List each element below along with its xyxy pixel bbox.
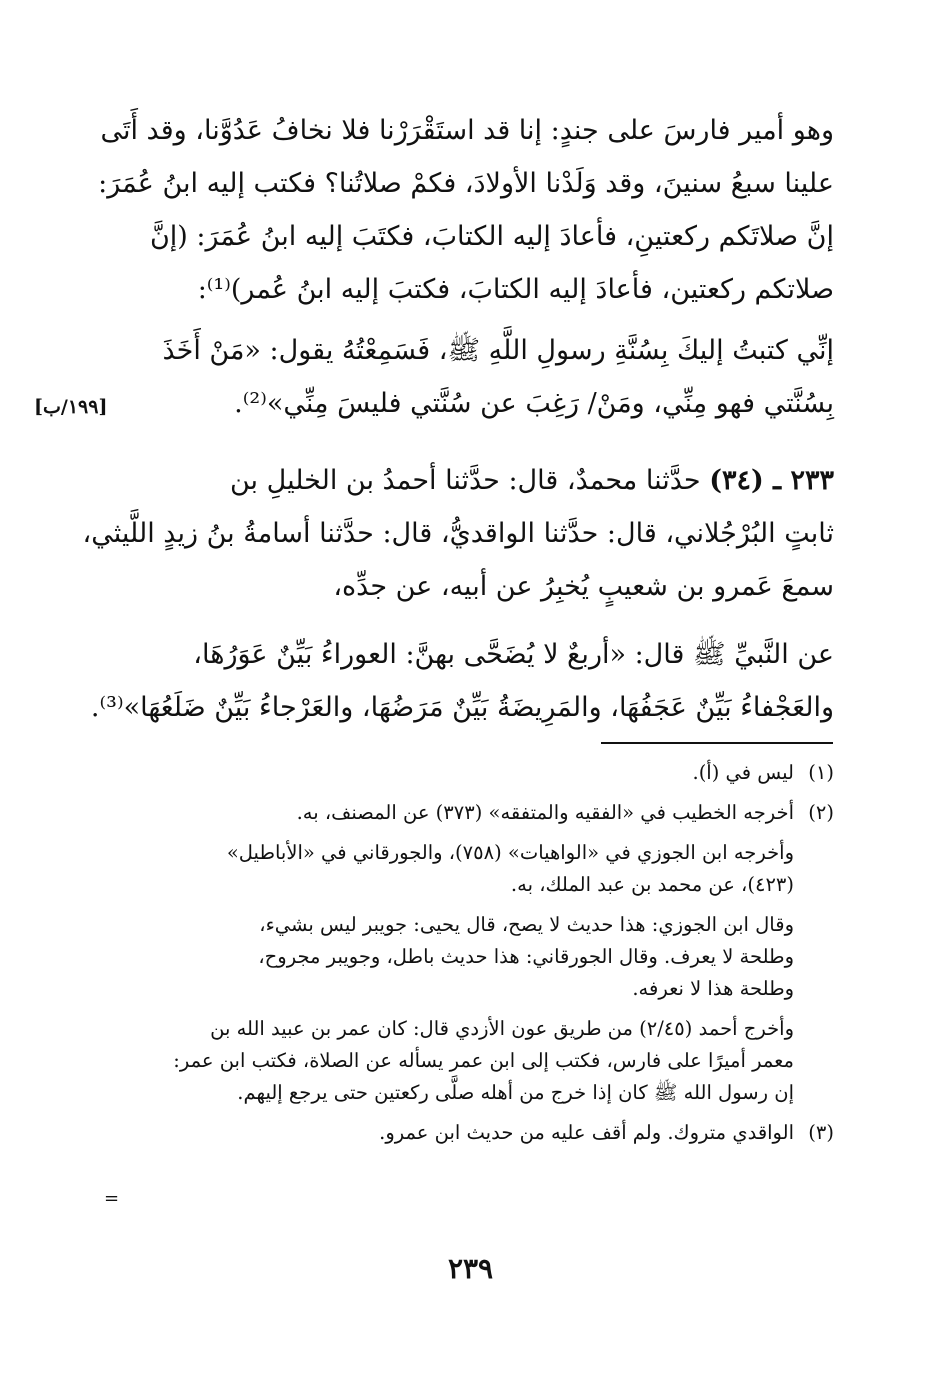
text-line: والعَجْفاءُ بَيِّنٌ عَجَفُهَا، والمَرِيضَةُ بَيِّنٌ مَرَضُهَا، والعَرْجاءُ بَيِّنٌ ضَلَعُهَا»⁽³⁾.: [90, 692, 834, 723]
paragraph-4: [90, 628, 834, 734]
text-fragment: حدَّثنا محمدٌ، قال: حدَّثنا أحمدُ بن الخليلِ بن: [229, 465, 710, 496]
text-line: وهو أمير فارسَ على جندٍ: إنا قد استَقْرَرْنا فلا نخافُ عَدُوَّنا، وقد أَتَى: [100, 115, 834, 146]
text-line: صلاتكم ركعتين، فأعادَ إليه الكتابَ، فكتبَ إليه ابنُ عُمر)⁽¹⁾:: [197, 274, 834, 305]
paragraph-1: [98, 104, 834, 316]
text-line: علينا سبعُ سنينَ، وقد وَلَدْنا الأولادَ، فكمْ صلاتُنا؟ فكتب إليه ابنُ عُمَرَ:: [98, 168, 834, 199]
footnote-divider: [601, 742, 833, 744]
footnote-number: (٣): [808, 1121, 834, 1144]
page-number: ٢٣٩: [447, 1252, 494, 1285]
text-line: بِسُنَّتي فهو مِنِّي، ومَنْ/ رَغِبَ عن سُنَّتي فليسَ مِنِّي»⁽²⁾.: [234, 388, 834, 419]
footnote-number: (١): [808, 761, 834, 784]
footnote-line: (٤٢٣)، عن محمد بن عبد الملك، به.: [510, 873, 794, 896]
footnote: [112, 757, 834, 789]
footnote-line: وطلحة هذا لا نعرفه.: [632, 977, 794, 1000]
footnote-line: معمر أميرًا على فارس، فكتب إلى ابن عمر يسأله عن الصلاة، فكتب ابن عمر:: [173, 1049, 794, 1072]
footnote-line: وطلحة لا يعرف. وقال الجورقاني: هذا حديث باطل، وجويبر مجروح،: [258, 945, 794, 968]
footnote-line: إن رسول الله ﷺ كان إذا خرج من أهله صلَّى ركعتين حتى يرجع إليهم.: [237, 1081, 794, 1104]
paragraph-2: [112, 324, 834, 430]
text-line: [112, 454, 834, 507]
continuation-mark: =: [104, 1188, 120, 1209]
footnotes: [112, 757, 834, 1157]
hadith-number: ٢٣٣ ـ (٣٤): [709, 465, 834, 496]
footnote-line: وأخرج أحمد (٢/٤٥) من طريق عون الأزدي قال: كان عمر بن عبيد الله بن: [210, 1017, 794, 1040]
footnote-line: أخرجه الخطيب في «الفقيه والمتفقه» (٣٧٣) عن المصنف، به.: [296, 801, 794, 824]
text-line: ثابتٍ البُرْجُلاني، قال: حدَّثنا الواقديُّ، قال: حدَّثنا أسامةُ بنُ زيدٍ اللَّيثي،: [82, 518, 834, 549]
footnote-continuation: [112, 909, 834, 1005]
footnote: [112, 1117, 834, 1149]
manuscript-folio-marker: [١٩٩/ب]: [34, 396, 108, 418]
text-line: إنِّي كتبتُ إليكَ بِسُنَّةِ رسولِ اللَّهِ ﷺ، فَسَمِعْتُهُ يقول: «مَنْ أَخَذَ: [162, 335, 834, 366]
footnote-line: وأخرجه ابن الجوزي في «الواهيات» (٧٥٨)، والجورقاني في «الأباطيل»: [226, 841, 794, 864]
text-line: إنَّ صلاتَكم ركعتينِ، فأعادَ إليه الكتابَ، فكتَبَ إليه ابنُ عُمَرَ: (إنَّ: [149, 221, 834, 252]
footnote-continuation: [112, 837, 834, 901]
paragraph-3: [82, 454, 834, 613]
footnote-line: الواقدي متروك. ولم أقف عليه من حديث ابن عمرو.: [379, 1121, 794, 1144]
footnote-line: ليس في (أ).: [692, 761, 794, 784]
footnote-line: وقال ابن الجوزي: هذا حديث لا يصح، قال يحيى: جويبر ليس بشيء،: [259, 913, 794, 936]
text-line: عن النَّبيِّ ﷺ قال: «أربعٌ لا يُضَحَّى بهنَّ: العوراءُ بَيِّنٌ عَوَرُهَا،: [193, 639, 834, 670]
footnote-continuation: [112, 1013, 834, 1109]
text-line: سمعَ عَمرو بن شعيبٍ يُخبِرُ عن أبيه، عن جدِّه،: [333, 571, 834, 602]
footnote: [112, 797, 834, 829]
footnote-number: (٢): [808, 801, 834, 824]
